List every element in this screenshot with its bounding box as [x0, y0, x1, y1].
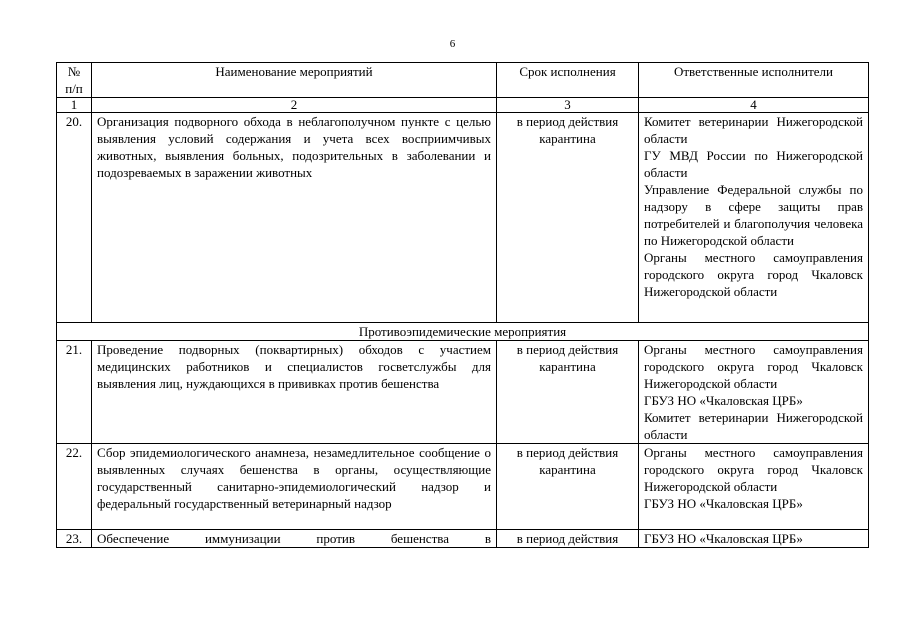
measure-executors	[639, 444, 869, 530]
measure-name: Проведение подворных (поквартирных) обходов с участием медицинских работников и специалистов госветслужбы для выявления лиц, нуждающихся в прививках против бешенства	[92, 341, 497, 444]
executor-line: Органы местного самоуправления городского округа город Чкаловск Нижегородской области	[644, 342, 863, 391]
column-index: 2	[92, 98, 497, 113]
executor-line: ГБУЗ НО «Чкаловская ЦРБ»	[644, 531, 803, 546]
header-executors: Ответственные исполнители	[639, 63, 869, 98]
table-row	[57, 341, 869, 444]
measure-name: Организация подворного обхода в неблагополучном пункте с целью выявления условий содержания и учета всех восприимчивых животных, выявления больных, подозрительных в заболевании и подозреваемых в заражении животных	[92, 113, 497, 323]
measures-table	[56, 62, 869, 548]
measure-executors	[639, 341, 869, 444]
executor-line: Органы местного самоуправления городского округа город Чкаловск Нижегородской области	[644, 250, 863, 299]
column-index: 1	[57, 98, 92, 113]
executor-line: ГУ МВД России по Нижегородской области	[644, 148, 863, 180]
table-row	[57, 530, 869, 548]
measure-term: в период действия	[497, 530, 639, 548]
measure-name-line: Обеспечение иммунизации против бешенства в	[97, 531, 491, 546]
row-number: 20.	[57, 113, 92, 323]
measure-term: в период действия карантина	[497, 341, 639, 444]
page-number: 6	[449, 38, 456, 50]
table-row	[57, 113, 869, 323]
executor-line: ГБУЗ НО «Чкаловская ЦРБ»	[644, 393, 803, 408]
executor-line: Управление Федеральной службы по надзору в сфере защиты прав потребителей и благополучия человека по Нижегородской области	[644, 182, 863, 248]
column-index: 4	[639, 98, 869, 113]
measure-term: в период действия карантина	[497, 113, 639, 323]
row-number: 22.	[57, 444, 92, 530]
section-row	[57, 323, 869, 341]
executor-line: Органы местного самоуправления городского округа город Чкаловск Нижегородской области	[644, 445, 863, 494]
row-number: 23.	[57, 530, 92, 548]
column-index-row	[57, 98, 869, 113]
executor-line: ГБУЗ НО «Чкаловская ЦРБ»	[644, 496, 803, 511]
measure-name: Сбор эпидемиологического анамнеза, незамедлительное сообщение о выявленных случаях бешенства в органы, осуществляющие государственный санитарно-эпидемиологический надзор и федеральный государственный ветеринарный надзор	[92, 444, 497, 530]
executor-line: Комитет ветеринарии Нижегородской области	[644, 410, 863, 442]
table-row	[57, 444, 869, 530]
header-term: Срок исполнения	[497, 63, 639, 98]
measure-term: в период действия карантина	[497, 444, 639, 530]
column-index: 3	[497, 98, 639, 113]
measure-executors	[639, 113, 869, 323]
executor-line: Комитет ветеринарии Нижегородской области	[644, 114, 863, 146]
table-header-row	[57, 63, 869, 98]
measure-name	[92, 530, 497, 548]
row-number: 21.	[57, 341, 92, 444]
measure-executors	[639, 530, 869, 548]
header-num: № п/п	[57, 63, 92, 98]
section-title: Противоэпидемические мероприятия	[57, 323, 869, 341]
header-name: Наименование мероприятий	[92, 63, 497, 98]
